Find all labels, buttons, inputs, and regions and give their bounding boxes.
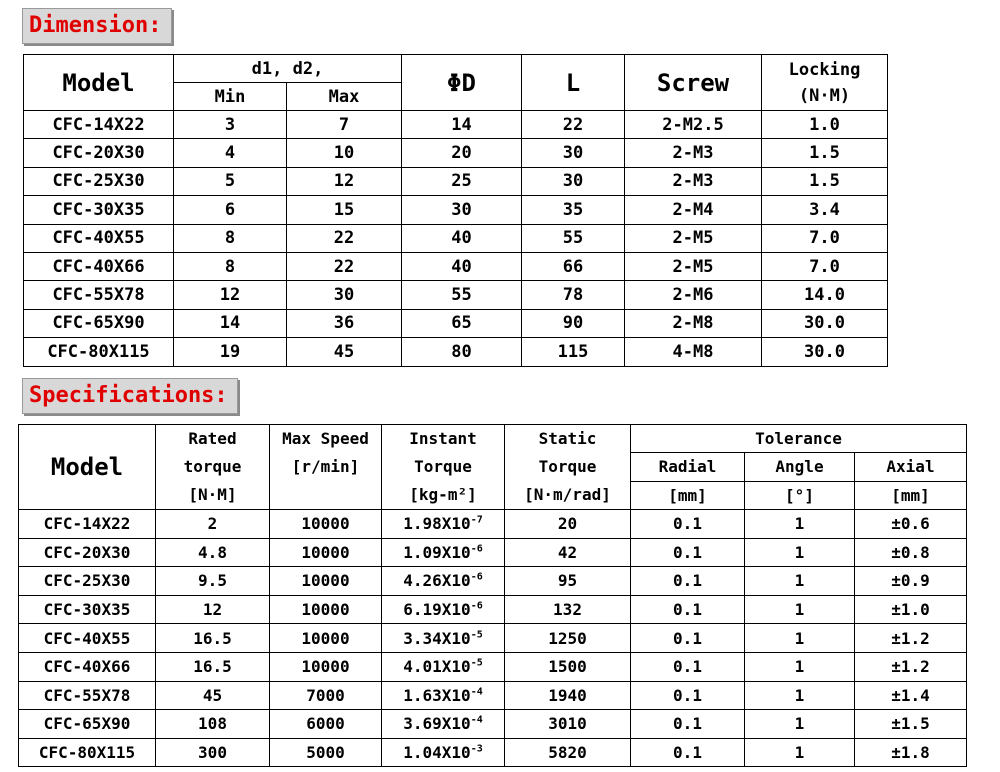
spec-header-tolerance: Tolerance xyxy=(631,425,967,453)
specifications-table-row xyxy=(19,567,967,596)
cell-screw: 2-M8 xyxy=(625,309,762,337)
cell-model: CFC-65X90 xyxy=(24,309,174,337)
cell-d-max: 45 xyxy=(287,338,402,366)
spec-header-static-line1: Static xyxy=(538,429,597,448)
cell-d-min: 8 xyxy=(174,224,287,252)
spec-header-radial: Radial xyxy=(631,453,745,481)
spec-cell-axial: ±0.8 xyxy=(855,538,967,567)
spec-cell-radial: 0.1 xyxy=(631,567,745,596)
cell-d-max: 15 xyxy=(287,196,402,224)
cell-l: 115 xyxy=(522,338,625,366)
cell-locking: 7.0 xyxy=(762,224,888,252)
spec-cell-angle: 1 xyxy=(745,567,855,596)
spec-header-angle-unit: [°] xyxy=(745,481,855,509)
cell-screw: 2-M3 xyxy=(625,167,762,195)
cell-locking: 7.0 xyxy=(762,252,888,280)
spec-header-model: Model xyxy=(19,425,156,510)
spec-cell-angle: 1 xyxy=(745,595,855,624)
spec-header-rated-line3: [N·M] xyxy=(188,485,237,504)
spec-cell-radial: 0.1 xyxy=(631,738,745,767)
instant-torque-exponent: -4 xyxy=(470,686,483,698)
cell-d-min: 8 xyxy=(174,252,287,280)
instant-torque-exponent: -6 xyxy=(470,600,483,612)
cell-d-max: 30 xyxy=(287,281,402,309)
spec-cell-max-speed: 10000 xyxy=(270,538,382,567)
spec-cell-instant-torque xyxy=(382,538,505,567)
dimension-table-row xyxy=(24,309,888,337)
cell-l: 55 xyxy=(522,224,625,252)
spec-cell-axial: ±1.5 xyxy=(855,710,967,739)
spec-header-speed-line1: Max Speed xyxy=(282,429,369,448)
spec-cell-static-torque: 3010 xyxy=(505,710,631,739)
spec-cell-rated-torque: 9.5 xyxy=(156,567,270,596)
spec-header-radial-unit: [mm] xyxy=(631,481,745,509)
spec-cell-radial: 0.1 xyxy=(631,624,745,653)
spec-cell-instant-torque xyxy=(382,595,505,624)
spec-cell-model: CFC-14X22 xyxy=(19,510,156,539)
instant-torque-exponent: -4 xyxy=(470,715,483,727)
spec-cell-radial: 0.1 xyxy=(631,681,745,710)
cell-l: 78 xyxy=(522,281,625,309)
cell-model: CFC-14X22 xyxy=(24,111,174,139)
spec-cell-static-torque: 20 xyxy=(505,510,631,539)
cell-l: 90 xyxy=(522,309,625,337)
spec-cell-instant-torque xyxy=(382,510,505,539)
spec-cell-axial: ±0.9 xyxy=(855,567,967,596)
spec-cell-axial: ±1.8 xyxy=(855,738,967,767)
spec-cell-axial: ±1.0 xyxy=(855,595,967,624)
cell-d-min: 4 xyxy=(174,139,287,167)
spec-header-rated-line1: Rated xyxy=(188,429,237,448)
spec-cell-rated-torque: 12 xyxy=(156,595,270,624)
spec-cell-angle: 1 xyxy=(745,710,855,739)
cell-d-min: 3 xyxy=(174,111,287,139)
spec-cell-rated-torque: 108 xyxy=(156,710,270,739)
instant-torque-base: 1.63X10 xyxy=(403,685,471,705)
cell-d-max: 36 xyxy=(287,309,402,337)
cell-d-min: 14 xyxy=(174,309,287,337)
spec-cell-angle: 1 xyxy=(745,738,855,767)
spec-cell-radial: 0.1 xyxy=(631,595,745,624)
spec-cell-instant-torque xyxy=(382,710,505,739)
cell-d-min: 19 xyxy=(174,338,287,366)
spec-cell-static-torque: 5820 xyxy=(505,738,631,767)
spec-cell-max-speed: 5000 xyxy=(270,738,382,767)
instant-torque-base: 3.34X10 xyxy=(403,628,471,648)
spec-cell-rated-torque: 16.5 xyxy=(156,652,270,681)
spec-cell-model: CFC-55X78 xyxy=(19,681,156,710)
cell-model: CFC-25X30 xyxy=(24,167,174,195)
header-phi-d: ΦD xyxy=(402,55,522,111)
cell-phi-d: 55 xyxy=(402,281,522,309)
cell-l: 30 xyxy=(522,139,625,167)
spec-cell-instant-torque xyxy=(382,681,505,710)
cell-phi-d: 40 xyxy=(402,252,522,280)
cell-locking: 30.0 xyxy=(762,338,888,366)
cell-screw: 2-M4 xyxy=(625,196,762,224)
cell-d-min: 5 xyxy=(174,167,287,195)
spec-cell-instant-torque xyxy=(382,624,505,653)
spec-cell-angle: 1 xyxy=(745,538,855,567)
cell-model: CFC-20X30 xyxy=(24,139,174,167)
spec-cell-model: CFC-65X90 xyxy=(19,710,156,739)
spec-cell-axial: ±0.6 xyxy=(855,510,967,539)
spec-cell-instant-torque xyxy=(382,652,505,681)
instant-torque-exponent: -6 xyxy=(470,572,483,584)
spec-header-rated-line2: torque xyxy=(183,457,242,476)
spec-header-axial: Axial xyxy=(855,453,967,481)
spec-cell-axial: ±1.2 xyxy=(855,624,967,653)
spec-cell-radial: 0.1 xyxy=(631,510,745,539)
spec-header-speed-line2: [r/min] xyxy=(291,457,360,476)
instant-torque-base: 4.01X10 xyxy=(403,657,471,677)
cell-d-max: 7 xyxy=(287,111,402,139)
specifications-title: Specifications: xyxy=(22,378,238,414)
dimension-table xyxy=(23,54,888,367)
cell-phi-d: 80 xyxy=(402,338,522,366)
header-locking-line2: (N·M) xyxy=(798,85,851,106)
cell-model: CFC-40X66 xyxy=(24,252,174,280)
dimension-table-row xyxy=(24,224,888,252)
spec-cell-angle: 1 xyxy=(745,681,855,710)
specifications-table-row xyxy=(19,538,967,567)
cell-screw: 2-M5 xyxy=(625,252,762,280)
instant-torque-base: 3.69X10 xyxy=(403,714,471,734)
cell-locking: 3.4 xyxy=(762,196,888,224)
cell-screw: 4-M8 xyxy=(625,338,762,366)
spec-header-axial-unit: [mm] xyxy=(855,481,967,509)
instant-torque-exponent: -3 xyxy=(470,743,483,755)
cell-locking: 1.5 xyxy=(762,167,888,195)
cell-l: 22 xyxy=(522,111,625,139)
dimension-table-row xyxy=(24,139,888,167)
cell-l: 30 xyxy=(522,167,625,195)
cell-locking: 1.0 xyxy=(762,111,888,139)
cell-locking: 1.5 xyxy=(762,139,888,167)
dimension-table-row xyxy=(24,281,888,309)
spec-cell-model: CFC-20X30 xyxy=(19,538,156,567)
instant-torque-exponent: -7 xyxy=(470,514,483,526)
spec-cell-radial: 0.1 xyxy=(631,710,745,739)
spec-cell-model: CFC-80X115 xyxy=(19,738,156,767)
header-locking-line1: Locking xyxy=(788,59,861,80)
cell-d-max: 22 xyxy=(287,224,402,252)
cell-l: 35 xyxy=(522,196,625,224)
header-d1-d2: d1, d2, xyxy=(174,55,402,83)
instant-torque-base: 4.26X10 xyxy=(403,571,471,591)
header-l: L xyxy=(522,55,625,111)
spec-cell-static-torque: 132 xyxy=(505,595,631,624)
dimension-table-row xyxy=(24,196,888,224)
cell-phi-d: 20 xyxy=(402,139,522,167)
specifications-table-row xyxy=(19,624,967,653)
cell-phi-d: 30 xyxy=(402,196,522,224)
instant-torque-exponent: -6 xyxy=(470,543,483,555)
spec-header-static-line3: [N·m/rad] xyxy=(524,485,611,504)
cell-phi-d: 25 xyxy=(402,167,522,195)
spec-cell-max-speed: 10000 xyxy=(270,652,382,681)
spec-header-instant-line2: Torque xyxy=(414,457,472,476)
spec-cell-rated-torque: 2 xyxy=(156,510,270,539)
cell-model: CFC-80X115 xyxy=(24,338,174,366)
header-locking xyxy=(762,55,888,111)
cell-screw: 2-M5 xyxy=(625,224,762,252)
spec-cell-static-torque: 95 xyxy=(505,567,631,596)
spec-cell-angle: 1 xyxy=(745,510,855,539)
spec-cell-instant-torque xyxy=(382,567,505,596)
cell-locking: 14.0 xyxy=(762,281,888,309)
cell-d-min: 12 xyxy=(174,281,287,309)
header-max: Max xyxy=(287,83,402,111)
spec-cell-model: CFC-25X30 xyxy=(19,567,156,596)
instant-torque-base: 1.98X10 xyxy=(403,514,471,534)
cell-d-max: 22 xyxy=(287,252,402,280)
spec-cell-radial: 0.1 xyxy=(631,652,745,681)
spec-cell-max-speed: 10000 xyxy=(270,624,382,653)
cell-screw: 2-M3 xyxy=(625,139,762,167)
dimension-table-row xyxy=(24,252,888,280)
spec-header-static-torque xyxy=(505,425,631,510)
spec-cell-max-speed: 10000 xyxy=(270,510,382,539)
specifications-table-row xyxy=(19,510,967,539)
spec-cell-static-torque: 1250 xyxy=(505,624,631,653)
cell-screw: 2-M2.5 xyxy=(625,111,762,139)
spec-cell-model: CFC-30X35 xyxy=(19,595,156,624)
spec-header-static-line2: Torque xyxy=(538,457,597,476)
cell-screw: 2-M6 xyxy=(625,281,762,309)
spec-cell-static-torque: 1940 xyxy=(505,681,631,710)
instant-torque-exponent: -5 xyxy=(470,629,483,641)
spec-cell-instant-torque xyxy=(382,738,505,767)
specifications-table-row xyxy=(19,681,967,710)
spec-cell-angle: 1 xyxy=(745,624,855,653)
spec-cell-axial: ±1.4 xyxy=(855,681,967,710)
cell-phi-d: 65 xyxy=(402,309,522,337)
spec-cell-static-torque: 42 xyxy=(505,538,631,567)
spec-cell-max-speed: 6000 xyxy=(270,710,382,739)
specifications-table xyxy=(18,424,967,767)
spec-header-instant-line1: Instant xyxy=(409,429,477,448)
cell-model: CFC-55X78 xyxy=(24,281,174,309)
cell-phi-d: 40 xyxy=(402,224,522,252)
cell-model: CFC-40X55 xyxy=(24,224,174,252)
specifications-table-row xyxy=(19,595,967,624)
instant-torque-base: 6.19X10 xyxy=(403,600,471,620)
specifications-table-row xyxy=(19,738,967,767)
spec-cell-model: CFC-40X66 xyxy=(19,652,156,681)
spec-cell-model: CFC-40X55 xyxy=(19,624,156,653)
specifications-table-row xyxy=(19,710,967,739)
cell-model: CFC-30X35 xyxy=(24,196,174,224)
spec-cell-max-speed: 10000 xyxy=(270,595,382,624)
dimension-title: Dimension: xyxy=(22,8,172,44)
spec-cell-max-speed: 10000 xyxy=(270,567,382,596)
spec-cell-max-speed: 7000 xyxy=(270,681,382,710)
cell-d-max: 10 xyxy=(287,139,402,167)
cell-l: 66 xyxy=(522,252,625,280)
dimension-table-row xyxy=(24,111,888,139)
spec-header-max-speed xyxy=(270,425,382,510)
spec-cell-static-torque: 1500 xyxy=(505,652,631,681)
instant-torque-base: 1.04X10 xyxy=(403,743,471,763)
spec-cell-rated-torque: 300 xyxy=(156,738,270,767)
specifications-table-row xyxy=(19,652,967,681)
spec-cell-rated-torque: 16.5 xyxy=(156,624,270,653)
spec-cell-axial: ±1.2 xyxy=(855,652,967,681)
spec-cell-radial: 0.1 xyxy=(631,538,745,567)
spec-header-instant-torque xyxy=(382,425,505,510)
spec-cell-rated-torque: 45 xyxy=(156,681,270,710)
cell-phi-d: 14 xyxy=(402,111,522,139)
instant-torque-exponent: -5 xyxy=(470,657,483,669)
dimension-table-row xyxy=(24,167,888,195)
header-model: Model xyxy=(24,55,174,111)
header-screw: Screw xyxy=(625,55,762,111)
spec-cell-angle: 1 xyxy=(745,652,855,681)
cell-d-min: 6 xyxy=(174,196,287,224)
dimension-table-row xyxy=(24,338,888,366)
instant-torque-base: 1.09X10 xyxy=(403,542,471,562)
spec-header-angle: Angle xyxy=(745,453,855,481)
spec-header-rated-torque xyxy=(156,425,270,510)
cell-d-max: 12 xyxy=(287,167,402,195)
spec-header-instant-line3: [kg-m²] xyxy=(409,485,477,504)
cell-locking: 30.0 xyxy=(762,309,888,337)
spec-cell-rated-torque: 4.8 xyxy=(156,538,270,567)
header-min: Min xyxy=(174,83,287,111)
